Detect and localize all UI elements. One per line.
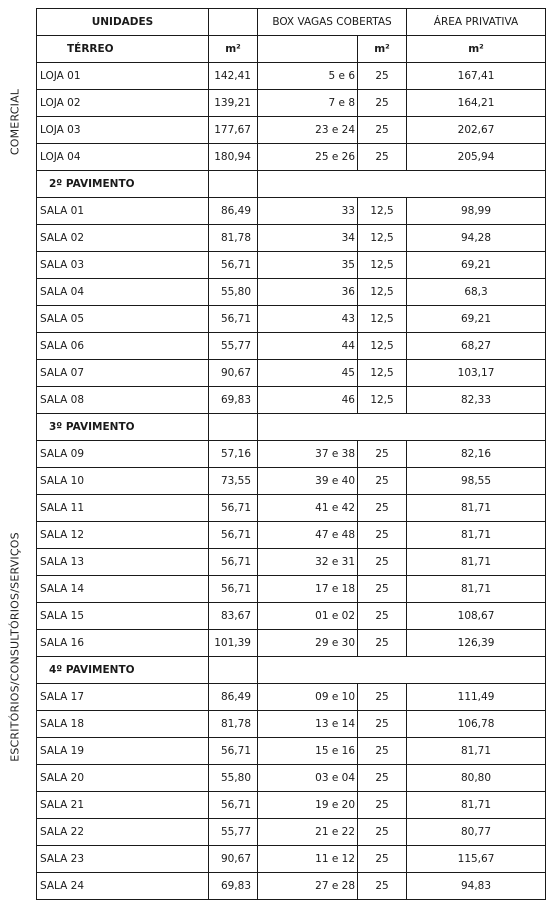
box-number-cell: 47 e 48: [258, 522, 358, 549]
section-empty-cell: [258, 657, 546, 684]
private-area-cell: 69,21: [407, 306, 546, 333]
unit-area-cell: 69,83: [209, 387, 258, 414]
box-number-cell: 45: [258, 360, 358, 387]
side-label-commercial: [0, 62, 30, 182]
unit-name-cell: SALA 04: [37, 279, 209, 306]
header-area: ÁREA PRIVATIVA: [407, 9, 546, 36]
box-number-cell: 13 e 14: [258, 711, 358, 738]
box-number-cell: 25 e 26: [258, 144, 358, 171]
table-row: [37, 684, 546, 711]
private-area-cell: 98,99: [407, 198, 546, 225]
unit-name-cell: LOJA 03: [37, 117, 209, 144]
unit-area-cell: 56,71: [209, 792, 258, 819]
unit-area-cell: 90,67: [209, 360, 258, 387]
box-number-cell: 46: [258, 387, 358, 414]
box-area-cell: 12,5: [358, 252, 407, 279]
private-area-cell: 80,80: [407, 765, 546, 792]
private-area-cell: 81,71: [407, 495, 546, 522]
header-area-unit: m²: [209, 36, 258, 63]
box-area-cell: 25: [358, 738, 407, 765]
unit-area-cell: 90,67: [209, 846, 258, 873]
box-area-cell: 25: [358, 90, 407, 117]
table-row: [37, 144, 546, 171]
table-row: [37, 468, 546, 495]
table-row: [37, 495, 546, 522]
unit-name-cell: SALA 19: [37, 738, 209, 765]
header-row: [37, 9, 546, 36]
table-row: [37, 387, 546, 414]
box-area-cell: 25: [358, 630, 407, 657]
unit-area-cell: 139,21: [209, 90, 258, 117]
unit-area-cell: 56,71: [209, 549, 258, 576]
private-area-cell: 94,28: [407, 225, 546, 252]
units-table-body: [37, 9, 546, 900]
table-row: [37, 117, 546, 144]
box-area-cell: 25: [358, 792, 407, 819]
box-number-cell: 03 e 04: [258, 765, 358, 792]
unit-area-cell: 81,78: [209, 711, 258, 738]
box-number-cell: 35: [258, 252, 358, 279]
box-number-cell: 41 e 42: [258, 495, 358, 522]
table-row: [37, 738, 546, 765]
side-label-offices: [0, 416, 30, 878]
box-number-cell: 39 e 40: [258, 468, 358, 495]
unit-name-cell: SALA 14: [37, 576, 209, 603]
unit-area-cell: 57,16: [209, 441, 258, 468]
unit-area-cell: 83,67: [209, 603, 258, 630]
unit-name-cell: SALA 13: [37, 549, 209, 576]
table-row: [37, 441, 546, 468]
unit-name-cell: SALA 17: [37, 684, 209, 711]
box-number-cell: 44: [258, 333, 358, 360]
private-area-cell: 69,21: [407, 252, 546, 279]
private-area-cell: 98,55: [407, 468, 546, 495]
unit-name-cell: SALA 02: [37, 225, 209, 252]
box-area-cell: 25: [358, 819, 407, 846]
unit-area-cell: 101,39: [209, 630, 258, 657]
header-private-area-unit: m²: [407, 36, 546, 63]
unit-name-cell: SALA 16: [37, 630, 209, 657]
box-number-cell: 36: [258, 279, 358, 306]
unit-name-cell: SALA 01: [37, 198, 209, 225]
table-row: [37, 846, 546, 873]
units-table: [36, 8, 546, 900]
box-number-cell: 5 e 6: [258, 63, 358, 90]
private-area-cell: 81,71: [407, 576, 546, 603]
unit-area-cell: 73,55: [209, 468, 258, 495]
box-area-cell: 25: [358, 468, 407, 495]
unit-area-cell: 180,94: [209, 144, 258, 171]
unit-area-cell: 56,71: [209, 306, 258, 333]
table-row: [37, 711, 546, 738]
table-row: [37, 819, 546, 846]
box-number-cell: 19 e 20: [258, 792, 358, 819]
section-empty-cell: [209, 414, 258, 441]
unit-name-cell: SALA 12: [37, 522, 209, 549]
private-area-cell: 115,67: [407, 846, 546, 873]
section-title: 4º PAVIMENTO: [37, 657, 209, 684]
section-title: 3º PAVIMENTO: [37, 414, 209, 441]
box-area-cell: 25: [358, 63, 407, 90]
unit-name-cell: LOJA 04: [37, 144, 209, 171]
unit-area-cell: 69,83: [209, 873, 258, 900]
private-area-cell: 106,78: [407, 711, 546, 738]
unit-area-cell: 86,49: [209, 198, 258, 225]
private-area-cell: 108,67: [407, 603, 546, 630]
unit-area-cell: 56,71: [209, 522, 258, 549]
box-area-cell: 25: [358, 117, 407, 144]
box-area-cell: 12,5: [358, 225, 407, 252]
unit-area-cell: 55,77: [209, 819, 258, 846]
unit-name-cell: SALA 21: [37, 792, 209, 819]
section-title: TÉRREO: [37, 36, 209, 63]
box-number-cell: 33: [258, 198, 358, 225]
private-area-cell: 202,67: [407, 117, 546, 144]
private-area-cell: 164,21: [407, 90, 546, 117]
box-area-cell: 25: [358, 684, 407, 711]
box-number-cell: 37 e 38: [258, 441, 358, 468]
section-header-row: [37, 36, 546, 63]
private-area-cell: 94,83: [407, 873, 546, 900]
unit-name-cell: SALA 08: [37, 387, 209, 414]
unit-area-cell: 177,67: [209, 117, 258, 144]
table-row: [37, 792, 546, 819]
unit-name-cell: SALA 24: [37, 873, 209, 900]
unit-area-cell: 56,71: [209, 576, 258, 603]
section-empty-cell: [209, 657, 258, 684]
box-number-cell: 17 e 18: [258, 576, 358, 603]
unit-area-cell: 142,41: [209, 63, 258, 90]
unit-name-cell: LOJA 02: [37, 90, 209, 117]
unit-area-cell: 56,71: [209, 738, 258, 765]
side-label-commercial-text: COMERCIAL: [8, 88, 22, 156]
table-row: [37, 279, 546, 306]
box-area-cell: 12,5: [358, 279, 407, 306]
box-number-cell: 32 e 31: [258, 549, 358, 576]
box-area-cell: 25: [358, 711, 407, 738]
unit-name-cell: SALA 18: [37, 711, 209, 738]
private-area-cell: 81,71: [407, 792, 546, 819]
unit-area-cell: 55,77: [209, 333, 258, 360]
box-number-cell: 21 e 22: [258, 819, 358, 846]
box-area-cell: 25: [358, 522, 407, 549]
box-area-cell: 25: [358, 576, 407, 603]
box-area-cell: 12,5: [358, 360, 407, 387]
unit-area-cell: 56,71: [209, 252, 258, 279]
table-row: [37, 252, 546, 279]
private-area-cell: 68,27: [407, 333, 546, 360]
section-empty-cell: [209, 171, 258, 198]
box-area-cell: 12,5: [358, 198, 407, 225]
unit-name-cell: SALA 09: [37, 441, 209, 468]
unit-name-cell: SALA 22: [37, 819, 209, 846]
box-area-cell: 25: [358, 873, 407, 900]
table-row: [37, 306, 546, 333]
box-number-cell: 7 e 8: [258, 90, 358, 117]
box-number-cell: 11 e 12: [258, 846, 358, 873]
table-row: [37, 522, 546, 549]
box-number-cell: 27 e 28: [258, 873, 358, 900]
section-header-row: [37, 171, 546, 198]
section-empty-cell: [258, 171, 546, 198]
header-empty-cell: [209, 9, 258, 36]
table-row: [37, 225, 546, 252]
unit-name-cell: SALA 03: [37, 252, 209, 279]
box-number-cell: 15 e 16: [258, 738, 358, 765]
unit-name-cell: SALA 10: [37, 468, 209, 495]
private-area-cell: 80,77: [407, 819, 546, 846]
table-row: [37, 198, 546, 225]
table-row: [37, 603, 546, 630]
box-number-cell: 34: [258, 225, 358, 252]
table-row: [37, 549, 546, 576]
box-area-cell: 25: [358, 549, 407, 576]
unit-name-cell: SALA 11: [37, 495, 209, 522]
box-area-cell: 25: [358, 765, 407, 792]
unit-area-cell: 56,71: [209, 495, 258, 522]
box-area-cell: 25: [358, 144, 407, 171]
header-box-area-unit: m²: [358, 36, 407, 63]
private-area-cell: 103,17: [407, 360, 546, 387]
box-number-cell: 43: [258, 306, 358, 333]
private-area-cell: 81,71: [407, 549, 546, 576]
section-title: 2º PAVIMENTO: [37, 171, 209, 198]
section-empty-cell: [258, 414, 546, 441]
unit-name-cell: SALA 23: [37, 846, 209, 873]
table-row: [37, 576, 546, 603]
unit-name-cell: SALA 06: [37, 333, 209, 360]
private-area-cell: 205,94: [407, 144, 546, 171]
box-number-cell: 23 e 24: [258, 117, 358, 144]
box-number-cell: 29 e 30: [258, 630, 358, 657]
box-number-cell: 09 e 10: [258, 684, 358, 711]
unit-name-cell: SALA 07: [37, 360, 209, 387]
unit-name-cell: SALA 20: [37, 765, 209, 792]
unit-name-cell: LOJA 01: [37, 63, 209, 90]
table-row: [37, 333, 546, 360]
private-area-cell: 82,16: [407, 441, 546, 468]
section-header-row: [37, 657, 546, 684]
unit-area-cell: 55,80: [209, 765, 258, 792]
box-area-cell: 25: [358, 441, 407, 468]
table-row: [37, 630, 546, 657]
unit-name-cell: SALA 05: [37, 306, 209, 333]
box-area-cell: 25: [358, 495, 407, 522]
header-unidades: UNIDADES: [37, 9, 209, 36]
box-number-cell: 01 e 02: [258, 603, 358, 630]
box-area-cell: 12,5: [358, 306, 407, 333]
private-area-cell: 82,33: [407, 387, 546, 414]
table-row: [37, 63, 546, 90]
private-area-cell: 167,41: [407, 63, 546, 90]
private-area-cell: 68,3: [407, 279, 546, 306]
section-header-row: [37, 414, 546, 441]
box-area-cell: 12,5: [358, 333, 407, 360]
box-area-cell: 25: [358, 603, 407, 630]
header-box: BOX VAGAS COBERTAS: [258, 9, 407, 36]
box-area-cell: 12,5: [358, 387, 407, 414]
table-row: [37, 90, 546, 117]
private-area-cell: 81,71: [407, 738, 546, 765]
table-row: [37, 765, 546, 792]
private-area-cell: 111,49: [407, 684, 546, 711]
private-area-cell: 126,39: [407, 630, 546, 657]
header-empty-cell: [258, 36, 358, 63]
unit-area-cell: 55,80: [209, 279, 258, 306]
unit-name-cell: SALA 15: [37, 603, 209, 630]
unit-area-cell: 81,78: [209, 225, 258, 252]
table-row: [37, 873, 546, 900]
side-label-offices-text: ESCRITÓRIOS/CONSULTÓRIOS/SERVIÇOS: [8, 532, 22, 762]
table-row: [37, 360, 546, 387]
unit-area-cell: 86,49: [209, 684, 258, 711]
private-area-cell: 81,71: [407, 522, 546, 549]
box-area-cell: 25: [358, 846, 407, 873]
